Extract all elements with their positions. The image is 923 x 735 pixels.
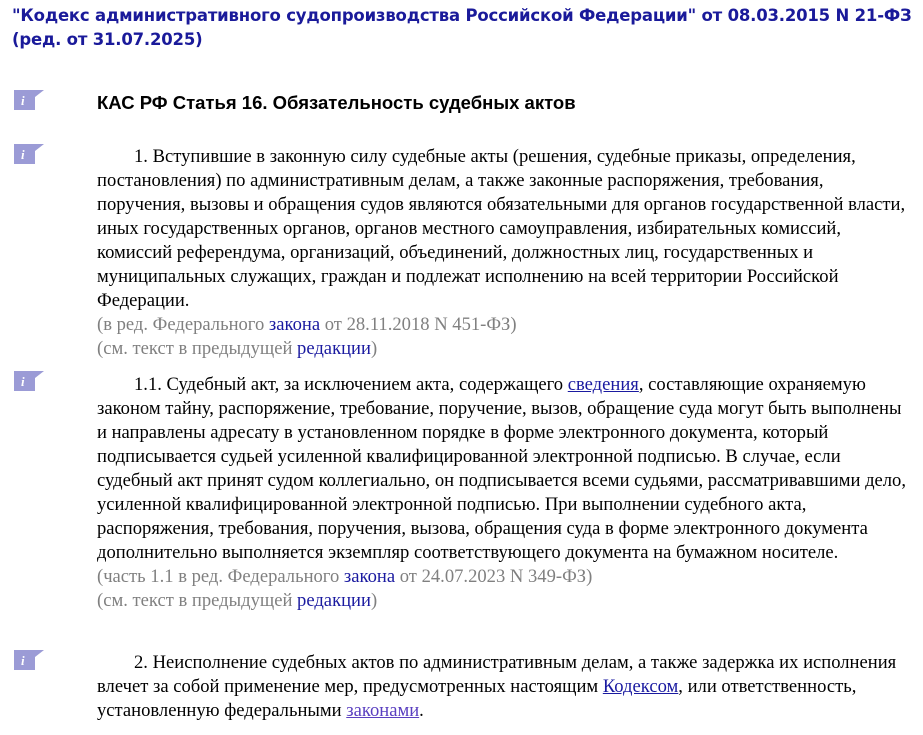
paragraph-1 — [97, 145, 915, 361]
law-link[interactable]: закона — [268, 314, 321, 335]
note-text: ) — [370, 338, 378, 359]
law-link[interactable]: закона — [343, 566, 396, 587]
svg-text:i: i — [21, 147, 25, 162]
note-text: (см. текст в предыдущей — [97, 590, 298, 611]
note-text: ) — [370, 590, 378, 611]
body-text: 2. Неисполнение судебных актов по административным делам, а также задержка их исполнения влечет за собой применение мер, предусмотренных настоящим — [97, 652, 897, 697]
info-comment-icon[interactable] — [14, 90, 44, 110]
paragraph-1-1-text — [97, 373, 915, 565]
info-comment-icon[interactable] — [14, 144, 44, 164]
federal-laws-link[interactable]: законами — [346, 700, 420, 721]
amendment-note — [97, 313, 915, 337]
previous-edition-link[interactable]: редакции — [297, 590, 371, 611]
previous-edition-link[interactable]: редакции — [297, 338, 371, 359]
body-text: , составляющие охраняемую законом тайну, распоряжение, требование, поручение, вызов, обращение суда могут быть выполнены и направлены адресату в установленном порядке в форме электронного документа, который подписывается судьей усиленной квалифицированной электронной подписью. В случае, если судебный акт принят судом коллегиально, он подписывается всеми судьями, рассматривавшими дело, усиленной квалифицированной электронной подписью. При выполнении судебного акта, распоряжения, требования, поручения, вызова, обращения суда в форме электронного документа дополнительно выполняется экземпляр соответствующего документа на бумажном носителе. — [97, 374, 907, 563]
amendment-note — [97, 565, 915, 589]
note-text: (см. текст в предыдущей — [97, 338, 298, 359]
svg-text:i: i — [21, 653, 25, 668]
svedeniya-link[interactable]: сведения — [567, 374, 639, 395]
previous-edition-note — [97, 589, 915, 613]
svg-text:i: i — [21, 93, 25, 108]
document-title: "Кодекс административного судопроизводства Российской Федерации" от 08.03.2015 N 21-ФЗ (ред. от 31.07.2025) — [12, 6, 912, 49]
svg-text:i: i — [21, 374, 25, 389]
note-text: (в ред. Федерального — [97, 314, 269, 335]
note-text: от 24.07.2023 N 349-ФЗ) — [395, 566, 593, 587]
previous-edition-note — [97, 337, 915, 361]
paragraph-2-text — [97, 651, 915, 723]
paragraph-1-text: 1. Вступившие в законную силу судебные акты (решения, судебные приказы, определения, постановления) по административным делам, а также законные распоряжения, требования, поручения, вызовы и обращения судов являются обязательными для органов государственной власти, иных государственных органов, органов местного самоуправления, избирательных комиссий, комиссий референдума, организаций, объединений, должностных лиц, государственных и муниципальных служащих, граждан и подлежат исполнению на всей территории Российской Федерации. — [97, 146, 906, 311]
paragraph-1-1 — [97, 373, 915, 613]
info-comment-icon[interactable] — [14, 371, 44, 391]
body-text: . — [419, 700, 424, 721]
note-text: (часть 1.1 в ред. Федерального — [97, 566, 344, 587]
code-link[interactable]: Кодексом — [602, 676, 679, 697]
info-comment-icon[interactable] — [14, 650, 44, 670]
body-text: , или ответственность, установленную федеральными — [97, 676, 857, 721]
body-text: 1.1. Судебный акт, за исключением акта, содержащего — [134, 374, 568, 395]
article-heading: КАС РФ Статья 16. Обязательность судебных актов — [97, 92, 576, 113]
note-text: от 28.11.2018 N 451-ФЗ) — [320, 314, 517, 335]
paragraph-2 — [97, 651, 915, 723]
